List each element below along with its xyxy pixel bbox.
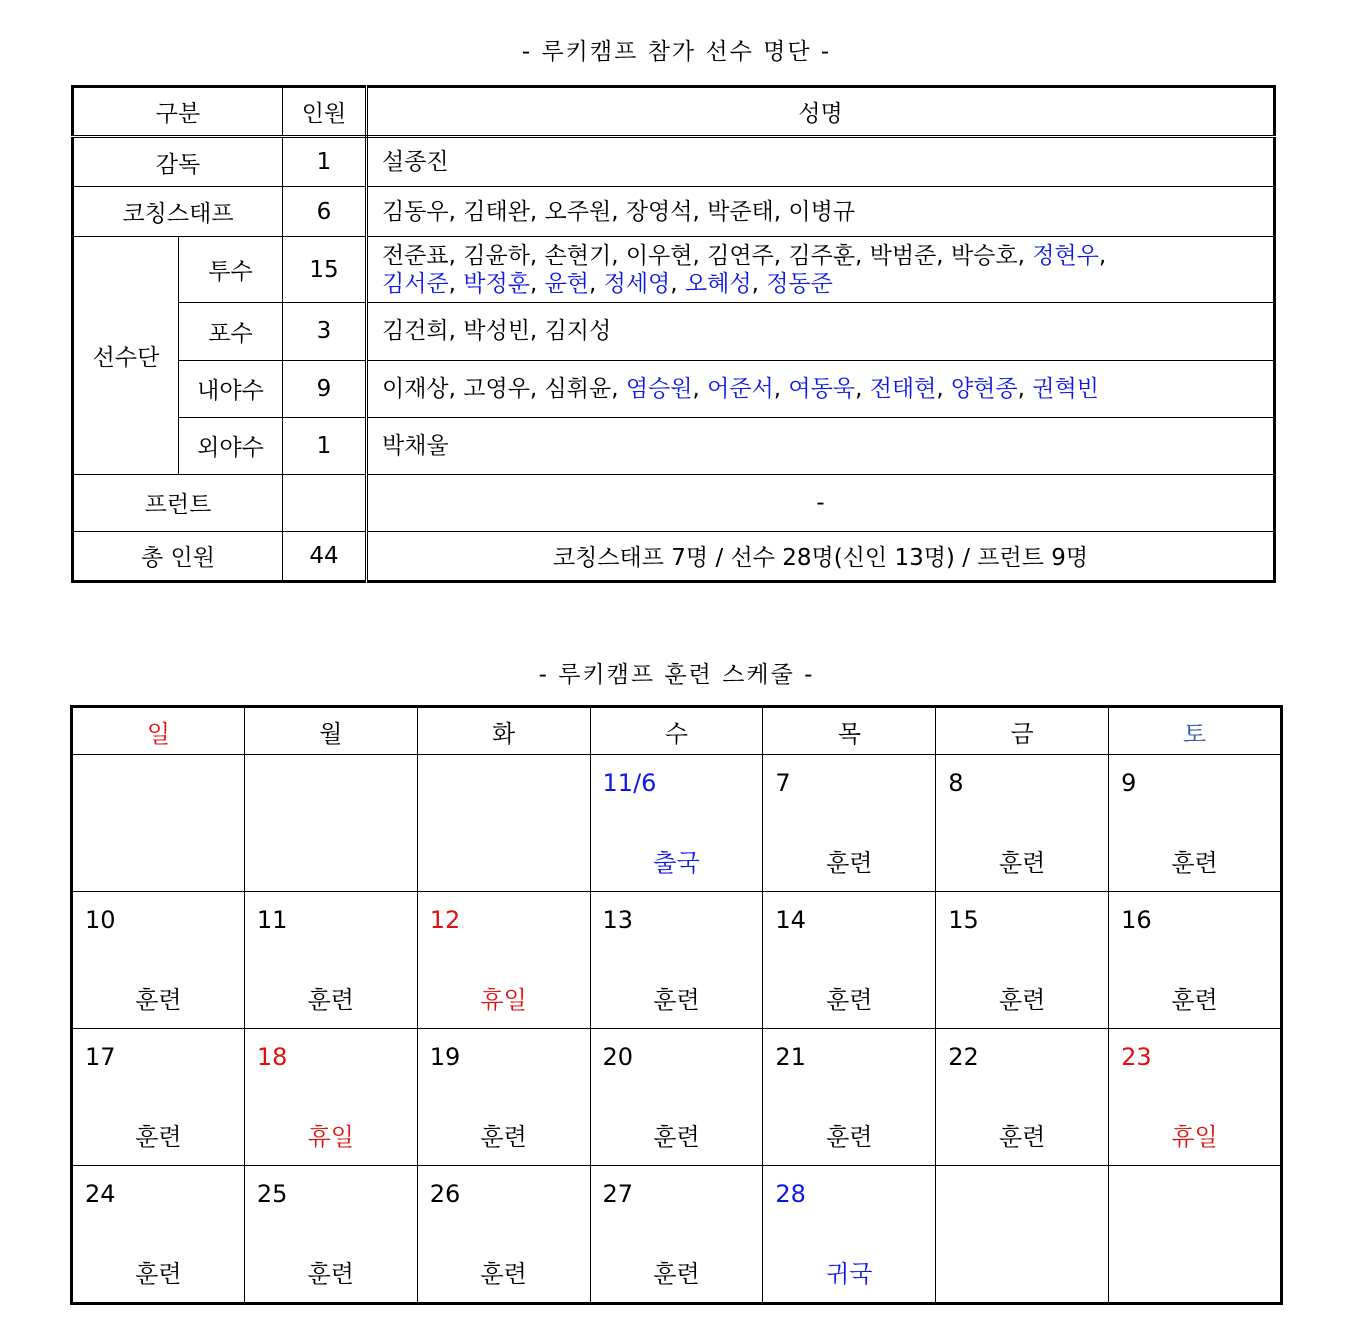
calendar-day-cell — [72, 1029, 245, 1166]
outfielders-label: 외야수 — [179, 417, 283, 474]
roster-row-front — [73, 474, 1275, 531]
pitchers-count: 15 — [283, 237, 367, 303]
week-row — [72, 1166, 1282, 1304]
name-separator: , — [773, 375, 789, 402]
day-event: 훈련 — [998, 849, 1046, 877]
day-event: 훈련 — [653, 1260, 700, 1288]
calendar-day-cell — [1109, 755, 1282, 892]
name-separator: , — [448, 270, 464, 297]
day-number: 13 — [602, 906, 634, 934]
day-event: 귀국 — [826, 1260, 873, 1288]
day-number: 12 — [429, 906, 461, 934]
calendar-day-cell — [936, 1166, 1109, 1304]
day-event: 훈련 — [480, 1123, 527, 1151]
pitcher-name: 박정훈 — [463, 270, 530, 297]
pitchers-label: 투수 — [179, 237, 283, 303]
day-number: 27 — [602, 1180, 634, 1208]
front-names: - — [367, 474, 1275, 531]
infielders-label: 내야수 — [179, 360, 283, 417]
day-number: 17 — [85, 1043, 116, 1071]
day-number: 16 — [1121, 906, 1152, 934]
roster-row-director — [73, 137, 1275, 187]
weekday-header: 수 — [590, 707, 763, 755]
players-label: 선수단 — [73, 237, 179, 474]
day-event: 출국 — [653, 849, 700, 877]
catchers-names: 김건희, 박성빈, 김지성 — [367, 303, 1275, 360]
day-event: 훈련 — [998, 1123, 1046, 1151]
calendar-day-cell — [244, 1029, 417, 1166]
day-number: 24 — [85, 1180, 116, 1208]
pitcher-name: 김서준 — [382, 270, 449, 297]
weekday-header: 목 — [763, 707, 936, 755]
day-event: 훈련 — [135, 1260, 182, 1288]
total-count: 44 — [283, 531, 367, 581]
calendar-day-cell — [590, 1029, 763, 1166]
name-separator: , — [855, 375, 870, 402]
day-number: 11 — [256, 906, 288, 934]
director-names: 설종진 — [367, 137, 1275, 187]
front-label: 프런트 — [73, 474, 283, 531]
day-number: 20 — [602, 1043, 634, 1071]
calendar-day-cell — [1109, 892, 1282, 1029]
header-count: 인원 — [283, 87, 367, 137]
day-event: 훈련 — [998, 986, 1046, 1014]
day-number: 7 — [775, 769, 791, 797]
pitchers-line-2 — [382, 270, 1273, 298]
total-names: 코칭스태프 7명 / 선수 28명(신인 13명) / 프런트 9명 — [367, 531, 1275, 581]
roster-row-outfielders — [73, 417, 1275, 474]
coaching-names: 김동우, 김태완, 오주원, 장영석, 박준태, 이병규 — [367, 187, 1275, 237]
roster-row-total — [73, 531, 1275, 581]
roster-header-row — [73, 87, 1275, 137]
calendar-day-cell — [72, 892, 245, 1029]
schedule-title: - 루키캠프 훈련 스케줄 - — [538, 662, 815, 688]
day-number: 9 — [1121, 769, 1137, 797]
day-event: 훈련 — [1171, 986, 1218, 1014]
name-separator: , — [529, 270, 545, 297]
header-category: 구분 — [73, 87, 283, 137]
calendar-day-cell — [244, 1166, 417, 1304]
name-separator: , — [751, 270, 767, 297]
week-row — [72, 892, 1282, 1029]
name-separator: , — [1017, 375, 1033, 402]
day-number: 8 — [948, 769, 964, 797]
calendar-day-cell — [417, 1029, 590, 1166]
day-number: 21 — [775, 1043, 806, 1071]
infielder-name: 염승원 — [625, 375, 693, 402]
calendar-day-cell — [72, 755, 245, 892]
director-count: 1 — [283, 137, 367, 187]
day-event: 훈련 — [826, 849, 873, 877]
weekday-header: 일 — [72, 707, 245, 755]
day-event: 훈련 — [135, 986, 182, 1014]
day-number: 22 — [948, 1043, 979, 1071]
infielder-name: 권혁빈 — [1032, 375, 1099, 402]
day-event: 훈련 — [653, 986, 700, 1014]
day-number: 19 — [429, 1043, 461, 1071]
day-event: 훈련 — [307, 1260, 354, 1288]
day-number: 26 — [429, 1180, 461, 1208]
calendar-day-cell — [417, 755, 590, 892]
pitcher-name: 정세영 — [603, 270, 671, 297]
weekday-header-row — [72, 707, 1282, 755]
calendar-day-cell — [1109, 1166, 1282, 1304]
day-event: 훈련 — [826, 1123, 873, 1151]
catchers-count: 3 — [283, 303, 367, 360]
weekday-header: 화 — [417, 707, 590, 755]
calendar-day-cell — [936, 892, 1109, 1029]
total-label: 총 인원 — [73, 531, 283, 581]
roster-table — [71, 85, 1276, 583]
infielders-names: 이재상, 고영우, 심휘윤, 염승원, 어준서, 여동욱, 전태현, 양현종, 권혁빈 — [367, 360, 1275, 417]
day-number: 23 — [1121, 1043, 1152, 1071]
day-number: 15 — [948, 906, 979, 934]
infielder-name: 양현종 — [950, 375, 1018, 402]
day-event: 훈련 — [826, 986, 873, 1014]
day-event: 훈련 — [1171, 849, 1218, 877]
pitcher-name: 오혜성 — [684, 270, 752, 297]
weekday-header: 금 — [936, 707, 1109, 755]
roster-row-catchers — [73, 303, 1275, 360]
calendar-day-cell — [590, 1166, 763, 1304]
weekday-header: 토 — [1109, 707, 1282, 755]
calendar-day-cell — [936, 1029, 1109, 1166]
calendar-day-cell — [72, 1166, 245, 1304]
front-count — [283, 474, 367, 531]
calendar-day-cell — [417, 892, 590, 1029]
pitchers-names — [367, 237, 1275, 303]
day-number: 10 — [85, 906, 116, 934]
calendar-day-cell — [590, 892, 763, 1029]
name-separator: , — [936, 375, 951, 402]
calendar-day-cell — [763, 755, 936, 892]
calendar-day-cell — [244, 755, 417, 892]
pitcher-name: 정동준 — [766, 270, 833, 297]
calendar-day-cell — [763, 1166, 936, 1304]
day-number: 28 — [775, 1180, 806, 1208]
day-event: 휴일 — [307, 1123, 354, 1151]
calendar-day-cell — [936, 755, 1109, 892]
day-number: 11/6 — [602, 769, 657, 797]
coaching-count: 6 — [283, 187, 367, 237]
infielder-name: 여동욱 — [788, 375, 856, 402]
pitcher-name: 윤현 — [544, 270, 589, 297]
calendar-day-cell — [417, 1166, 590, 1304]
day-event: 훈련 — [480, 1260, 527, 1288]
roster-row-pitchers — [73, 237, 1275, 303]
day-number: 14 — [775, 906, 806, 934]
day-event: 휴일 — [480, 986, 527, 1014]
schedule-calendar — [70, 705, 1283, 1305]
infielder-name: 어준서 — [707, 375, 774, 402]
calendar-day-cell — [244, 892, 417, 1029]
infielders-count: 9 — [283, 360, 367, 417]
roster-row-coaching — [73, 187, 1275, 237]
weekday-header: 월 — [244, 707, 417, 755]
outfielders-count: 1 — [283, 417, 367, 474]
infielder-name: 전태현 — [869, 375, 937, 402]
week-row — [72, 755, 1282, 892]
name-separator: , — [589, 270, 604, 297]
name-separator: , — [670, 270, 685, 297]
day-number: 18 — [256, 1043, 288, 1071]
calendar-day-cell — [590, 755, 763, 892]
header-names: 성명 — [367, 87, 1275, 137]
day-event: 휴일 — [1171, 1123, 1218, 1151]
outfielders-names: 박채울 — [367, 417, 1275, 474]
day-event: 훈련 — [135, 1123, 182, 1151]
pitchers-line-1: 전준표, 김윤하, 손현기, 이우현, 김연주, 김주훈, 박범준, 박승호, 정현우, — [382, 242, 1107, 269]
roster-row-infielders — [73, 360, 1275, 417]
day-event: 훈련 — [307, 986, 354, 1014]
coaching-label: 코칭스태프 — [73, 187, 283, 237]
calendar-day-cell — [1109, 1029, 1282, 1166]
week-row — [72, 1029, 1282, 1166]
calendar-day-cell — [763, 892, 936, 1029]
day-number: 25 — [256, 1180, 288, 1208]
roster-title: - 루키캠프 참가 선수 명단 - — [521, 39, 832, 65]
calendar-day-cell — [763, 1029, 936, 1166]
day-event: 훈련 — [653, 1123, 700, 1151]
name-separator: , — [692, 375, 708, 402]
catchers-label: 포수 — [179, 303, 283, 360]
director-label: 감독 — [73, 137, 283, 187]
